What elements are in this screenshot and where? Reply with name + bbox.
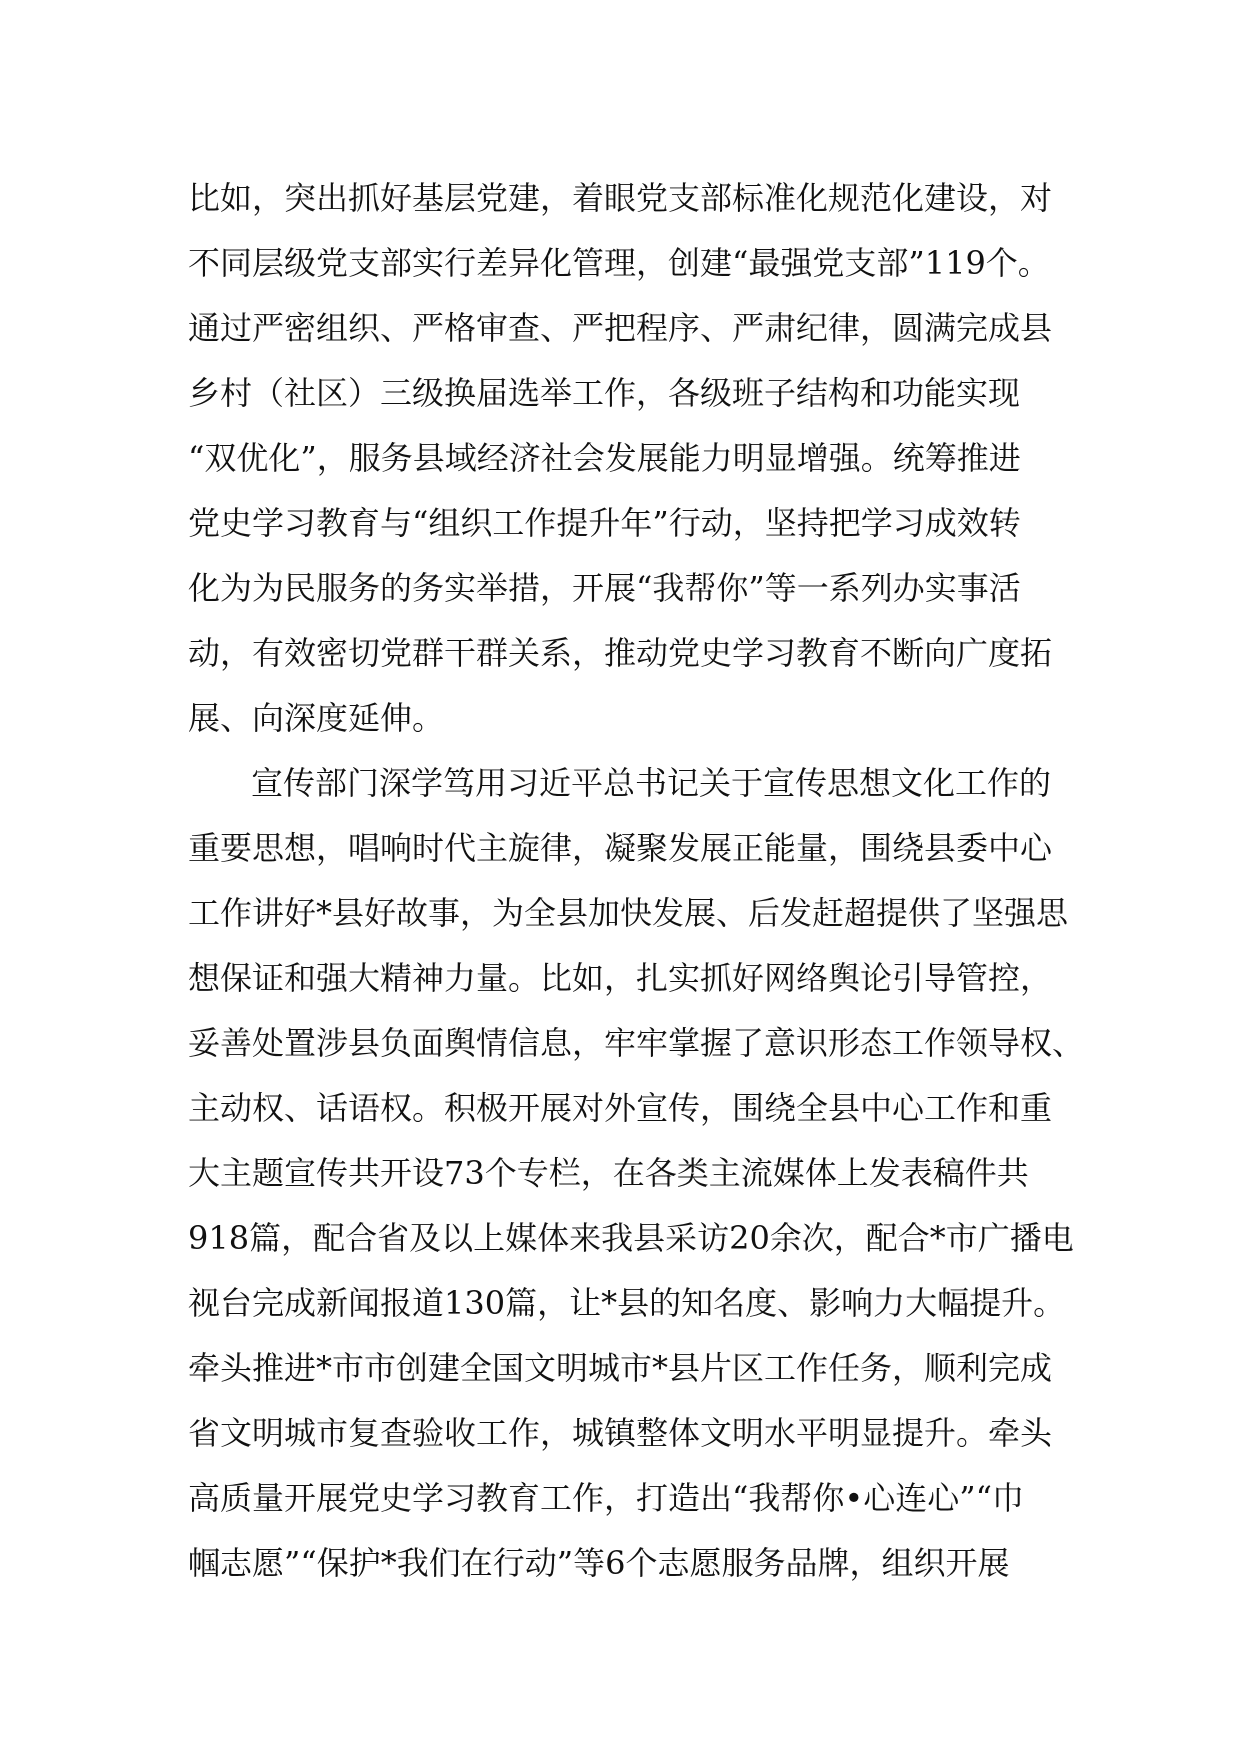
document-body [188,166,1085,1596]
text-line: 乡村（社区）三级换届选举工作，各级班子结构和功能实现 [188,374,1021,412]
text-line: 视台完成新闻报道130篇，让*县的知名度、影响力大幅提升。 [188,1284,1066,1322]
text-line: 大主题宣传共开设73个专栏，在各类主流媒体上发表稿件共 [188,1154,1029,1192]
text-line: 重要思想，唱响时代主旋律，凝聚发展正能量，围绕县委中心 [188,829,1053,867]
text-line: 不同层级党支部实行差异化管理，创建“最强党支部”119个。 [188,244,1050,282]
text-line: 省文明城市复查验收工作，城镇整体文明水平明显提升。牵头 [188,1414,1053,1452]
paragraph-2 [188,751,1085,1596]
text-line: “双优化”，服务县域经济社会发展能力明显增强。统筹推进 [188,439,1021,477]
text-line: 展、向深度延伸。 [188,699,445,737]
text-line: 主动权、话语权。积极开展对外宣传，围绕全县中心工作和重 [188,1089,1053,1127]
text-line: 化为为民服务的务实举措，开展“我帮你”等一系列办实事活 [188,569,1021,607]
text-line: 想保证和强大精神力量。比如，扎实抓好网络舆论引导管控， [188,959,1053,997]
text-line: 通过严密组织、严格审查、严把程序、严肃纪律，圆满完成县 [188,309,1053,347]
text-line: 党史学习教育与“组织工作提升年”行动，坚持把学习成效转 [188,504,1021,542]
text-line: 动，有效密切党群干群关系，推动党史学习教育不断向广度拓 [188,634,1053,672]
text-line: 帼志愿”“保护*我们在行动”等6个志愿服务品牌，组织开展 [188,1544,1010,1582]
text-line: 工作讲好*县好故事，为全县加快发展、后发赶超提供了坚强思 [188,894,1069,932]
paragraph-1 [188,166,1068,751]
text-line: 妥善处置涉县负面舆情信息，牢牢掌握了意识形态工作领导权、 [188,1024,1085,1062]
text-line: 牵头推进*市市创建全国文明城市*县片区工作任务，顺利完成 [188,1349,1053,1387]
text-line: 宣传部门深学笃用习近平总书记关于宣传思想文化工作的 [251,764,1052,802]
text-line: 高质量开展党史学习教育工作，打造出“我帮你•心连心”“巾 [188,1479,1024,1517]
text-line: 比如，突出抓好基层党建，着眼党支部标准化规范化建设，对 [188,179,1053,217]
text-line: 918篇，配合省及以上媒体来我县采访20余次，配合*市广播电 [188,1219,1074,1257]
